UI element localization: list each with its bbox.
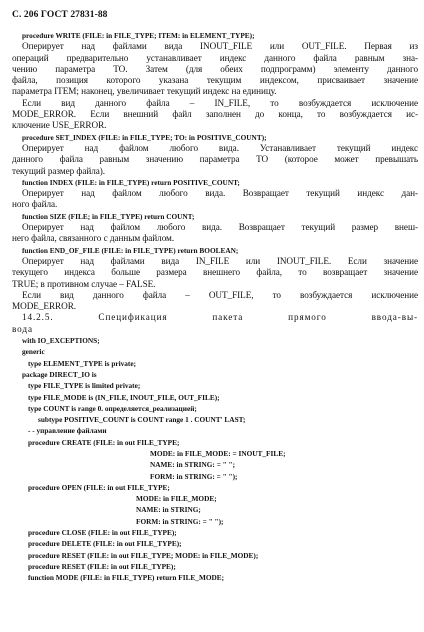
text-line: Оперирует над файлом любого вида. Возвращает текущий размер внеш- — [22, 222, 418, 233]
code-line: type ELEMENT_TYPE is private; — [28, 358, 137, 368]
page-header: С. 206 ГОСТ 27831-88 — [12, 10, 108, 20]
code-line: MODE: in FILE_MODE: = INOUT_FILE; — [150, 448, 286, 458]
code-line: type FILE_TYPE is limited private; — [28, 381, 141, 391]
code-line: function END_OF_FILE (FILE: in FILE_TYPE) return BOOLEAN; — [22, 245, 239, 255]
code-line: with IO_EXCEPTIONS; — [22, 336, 100, 346]
code-line: procedure WRITE (FILE: in FILE_TYPE; ITEM: in ELEMENT_TYPE); — [22, 31, 255, 40]
text-line: TRUE; в противном случае – FALSE. — [12, 278, 156, 289]
text-line: текущего индекса больше размера внешнего файла, то возвращает значение — [12, 267, 418, 278]
code-line: procedure SET_INDEX (FILE: in FILE_TYPE; TO: in POSITIVE_COUNT); — [22, 132, 267, 142]
text-line: чению параметра TO. Затем (для обеих подпрограмм) элементу данного — [12, 63, 418, 74]
section-heading-line: 14.2.5. Спецификация пакета прямого ввода-вы- — [22, 312, 418, 323]
section-heading-line: вода — [12, 323, 33, 334]
code-line: MODE: in FILE_MODE; — [136, 494, 217, 504]
code-line: subtype POSITIVE_COUNT is COUNT range 1 . COUNT' LAST; — [38, 415, 246, 425]
text-line: Если вид данного файла – OUT_FILE, то возбуждается исключение — [22, 289, 418, 300]
code-line: function MODE (FILE: in FILE_TYPE) return FILE_MODE; — [28, 573, 225, 583]
text-line: Оперирует над файлом любого вида. Устанавливает текущий индекс — [22, 142, 418, 153]
text-line: операций предварительно устанавливает индекс данного файла равным зна- — [12, 52, 418, 63]
code-line: FORM: in STRING: = " "); — [136, 516, 224, 526]
code-line: procedure CREATE (FILE: in out FILE_TYPE; — [28, 437, 180, 447]
code-line: package DIRECT_IO is — [22, 369, 97, 379]
text-line: Если вид данного файла – IN_FILE, то возбуждается исключение — [22, 97, 418, 108]
text-line: него файла, связанного с данным файлом. — [12, 233, 175, 244]
text-line: файла, позиция которого указана текущим индексом, присваивает значение — [12, 75, 418, 86]
code-line: procedure RESET (FILE: in out FILE_TYPE; MODE: in FILE_MODE); — [28, 550, 259, 560]
document-body — [12, 30, 418, 584]
text-line: Оперирует над файлом любого вида. Возвращает текущий индекс дан- — [22, 188, 418, 199]
code-line: function INDEX (FILE: in FILE_TYPE) return POSITIVE_COUNT; — [22, 177, 240, 187]
code-line: - - управление файлами — [28, 426, 107, 436]
text-line: ключение USE_ERROR. — [12, 120, 107, 131]
text-line: MODE_ERROR. Если внешний файл заполнен до конца, то возбуждается ис- — [12, 109, 418, 120]
code-line: NAME: in STRING; — [136, 505, 201, 515]
text-line: ного файла. — [12, 199, 58, 210]
code-line: FORM: in STRING: = " "); — [150, 471, 238, 481]
code-line: generic — [22, 347, 45, 357]
code-line: type FILE_MODE is (IN_FILE, INOUT_FILE, OUT_FILE); — [28, 392, 220, 402]
code-line: procedure DELETE (FILE: in out FILE_TYPE); — [28, 539, 182, 549]
code-line: procedure CLOSE (FILE: in out FILE_TYPE); — [28, 528, 177, 538]
code-line: procedure RESET (FILE: in out FILE_TYPE); — [28, 561, 176, 571]
code-line: type COUNT is range 0. определяется_реализацией; — [28, 403, 197, 413]
code-line: function SIZE (FILE; in FILE_TYPE) return COUNT; — [22, 211, 195, 221]
code-line: NAME: in STRING: = " "; — [150, 460, 236, 470]
text-line: Оперирует над файлами вида INOUT_FILE или OUT_FILE. Первая из — [22, 41, 418, 52]
text-line: MODE_ERROR. — [12, 301, 77, 312]
text-line: параметра ITEM; наконец, увеличивает текущий индекс на единицу. — [12, 86, 277, 97]
text-line: Оперирует над файлами вида IN_FILE или INOUT_FILE. Если значение — [22, 255, 418, 266]
code-line: procedure OPEN (FILE: in out FILE_TYPE; — [28, 482, 170, 492]
text-line: данного файла равным значению параметра TO (которое может превышать — [12, 154, 418, 165]
text-line: текущий размер файла). — [12, 165, 106, 176]
